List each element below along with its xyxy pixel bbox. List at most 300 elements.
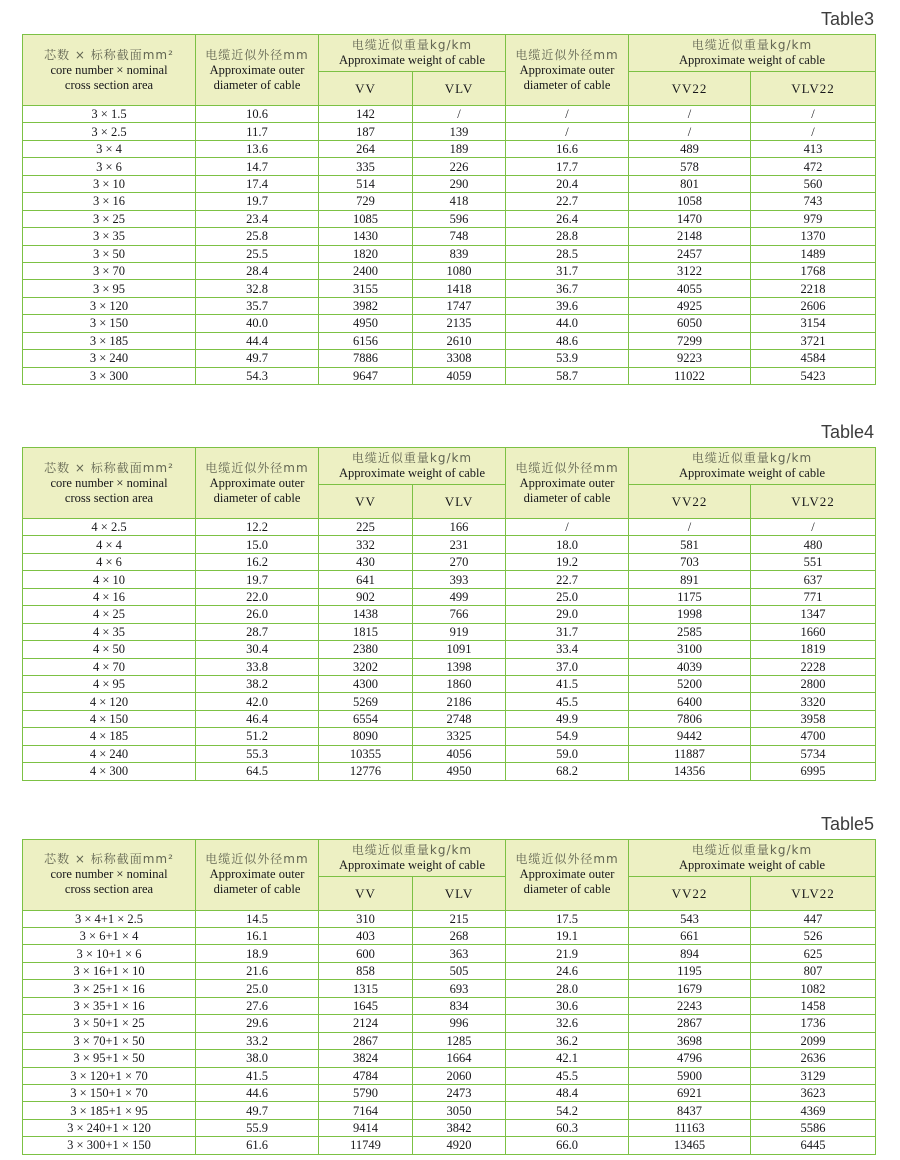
spec-cell: 4 × 10 xyxy=(23,571,196,588)
vv22-weight-cell: 894 xyxy=(629,945,751,962)
vlv22-weight-cell: 560 xyxy=(751,175,876,192)
vv22-weight-cell: 1470 xyxy=(629,210,751,227)
weight22-group-header xyxy=(629,839,876,876)
vv-column-header: VV xyxy=(319,485,413,519)
vlv-weight-cell: 4920 xyxy=(413,1137,506,1154)
vlv-weight-cell: 2135 xyxy=(413,315,506,332)
vv-weight-cell: 1820 xyxy=(319,245,413,262)
diameter22-cell: 66.0 xyxy=(506,1137,629,1154)
diameter22-cell: 68.2 xyxy=(506,763,629,780)
vlv22-weight-cell: 1458 xyxy=(751,997,876,1014)
vv22-weight-cell: 543 xyxy=(629,910,751,927)
table-row xyxy=(23,553,876,570)
weight-header-zh: 电缆近似重量kg/km xyxy=(691,842,813,857)
vlv22-weight-cell: 1660 xyxy=(751,623,876,640)
diameter-cell: 55.9 xyxy=(196,1119,319,1136)
spec-cell: 4 × 300 xyxy=(23,763,196,780)
diameter-header-en: Approximate outer xyxy=(209,867,305,882)
diameter22-cell: 17.7 xyxy=(506,158,629,175)
table-label: Table3 xyxy=(820,9,874,29)
diameter22-cell: 48.6 xyxy=(506,332,629,349)
spec-cell: 3 × 240+1 × 120 xyxy=(23,1119,196,1136)
diameter-cell: 25.0 xyxy=(196,980,319,997)
spec-cell: 4 × 16 xyxy=(23,588,196,605)
diameter-cell: 28.7 xyxy=(196,623,319,640)
spec-cell: 3 × 150 xyxy=(23,315,196,332)
spec-cell: 4 × 6 xyxy=(23,553,196,570)
vlv22-weight-cell: 1768 xyxy=(751,262,876,279)
spec-cell: 4 × 95 xyxy=(23,675,196,692)
table-row xyxy=(23,571,876,588)
vlv-weight-cell: 4950 xyxy=(413,763,506,780)
vv22-weight-cell: 11022 xyxy=(629,367,751,384)
table-row xyxy=(23,1050,876,1067)
vv22-weight-cell: 661 xyxy=(629,928,751,945)
table-row xyxy=(23,245,876,262)
table-row xyxy=(23,658,876,675)
diameter-header-en: diameter of cable xyxy=(213,490,301,505)
spec-cell: 3 × 185+1 × 95 xyxy=(23,1102,196,1119)
vv22-weight-cell: 801 xyxy=(629,175,751,192)
diameter-cell: 22.0 xyxy=(196,588,319,605)
diameter22-cell: 17.5 xyxy=(506,910,629,927)
vlv22-weight-cell: 3721 xyxy=(751,332,876,349)
table-label: Table4 xyxy=(820,422,874,442)
diameter22-cell: / xyxy=(506,106,629,123)
diameter-cell: 54.3 xyxy=(196,367,319,384)
vv-weight-cell: 1315 xyxy=(319,980,413,997)
weight-header-en: Approximate weight of cable xyxy=(338,466,486,480)
vlv22-weight-cell: 625 xyxy=(751,945,876,962)
vlv22-weight-cell: 3154 xyxy=(751,315,876,332)
table-row xyxy=(23,1137,876,1154)
diameter-header-zh: 电缆近似外径mm xyxy=(515,852,619,867)
vlv22-weight-cell: 1736 xyxy=(751,1015,876,1032)
diameter-header-en: Approximate outer xyxy=(519,475,615,490)
diameter22-cell: 25.0 xyxy=(506,588,629,605)
vv-weight-cell: 1085 xyxy=(319,210,413,227)
weight-header-en: Approximate weight of cable xyxy=(678,53,826,67)
diameter-cell: 64.5 xyxy=(196,763,319,780)
table-row xyxy=(23,210,876,227)
diameter-cell: 14.5 xyxy=(196,910,319,927)
vlv-weight-cell: 2060 xyxy=(413,1067,506,1084)
vv-column-header: VV xyxy=(319,72,413,106)
vv-weight-cell: 7164 xyxy=(319,1102,413,1119)
diameter22-cell: / xyxy=(506,519,629,536)
diameter-cell: 16.2 xyxy=(196,553,319,570)
vlv-weight-cell: 363 xyxy=(413,945,506,962)
vv-weight-cell: 264 xyxy=(319,140,413,157)
vv22-weight-cell: 2457 xyxy=(629,245,751,262)
vv22-weight-cell: / xyxy=(629,519,751,536)
diameter22-cell: 36.7 xyxy=(506,280,629,297)
spec-cell: 3 × 16 xyxy=(23,193,196,210)
vv-weight-cell: 3155 xyxy=(319,280,413,297)
weight-header-en: Approximate weight of cable xyxy=(338,53,486,67)
spec-cell: 3 × 4+1 × 2.5 xyxy=(23,910,196,927)
diameter-column-header xyxy=(196,839,319,910)
vv-weight-cell: 2124 xyxy=(319,1015,413,1032)
table-row xyxy=(23,123,876,140)
diameter-cell: 12.2 xyxy=(196,519,319,536)
vv-weight-cell: 310 xyxy=(319,910,413,927)
vlv22-weight-cell: 5734 xyxy=(751,745,876,762)
vv22-weight-cell: 11163 xyxy=(629,1119,751,1136)
spec-cell: 4 × 2.5 xyxy=(23,519,196,536)
diameter22-cell: 44.0 xyxy=(506,315,629,332)
table-row xyxy=(23,106,876,123)
vlv22-weight-cell: 2606 xyxy=(751,297,876,314)
vlv22-weight-cell: 472 xyxy=(751,158,876,175)
vv22-weight-cell: 5200 xyxy=(629,675,751,692)
diameter22-cell: 21.9 xyxy=(506,945,629,962)
spec-cell: 3 × 150+1 × 70 xyxy=(23,1084,196,1101)
vv22-weight-cell: 3100 xyxy=(629,641,751,658)
vlv22-weight-cell: 5586 xyxy=(751,1119,876,1136)
diameter-cell: 44.6 xyxy=(196,1084,319,1101)
table-row xyxy=(23,641,876,658)
vv22-column-header: VV22 xyxy=(629,876,751,910)
table-row xyxy=(23,175,876,192)
diameter-cell: 28.4 xyxy=(196,262,319,279)
diameter-cell: 19.7 xyxy=(196,571,319,588)
vv-weight-cell: 4950 xyxy=(319,315,413,332)
weight-header-en: Approximate weight of cable xyxy=(678,466,826,480)
table-row xyxy=(23,945,876,962)
table-row xyxy=(23,980,876,997)
vv22-weight-cell: 891 xyxy=(629,571,751,588)
vv-weight-cell: 142 xyxy=(319,106,413,123)
vlv22-weight-cell: 4700 xyxy=(751,728,876,745)
table-row xyxy=(23,158,876,175)
spec-cell: 3 × 6 xyxy=(23,158,196,175)
table-row xyxy=(23,745,876,762)
table-row xyxy=(23,910,876,927)
diameter-cell: 25.8 xyxy=(196,228,319,245)
vlv22-weight-cell: 1370 xyxy=(751,228,876,245)
spec-cell: 4 × 50 xyxy=(23,641,196,658)
vlv22-weight-cell: 6445 xyxy=(751,1137,876,1154)
vv22-weight-cell: 1195 xyxy=(629,962,751,979)
vlv-weight-cell: 2748 xyxy=(413,710,506,727)
table-row xyxy=(23,962,876,979)
table-row xyxy=(23,728,876,745)
table-row xyxy=(23,315,876,332)
vlv-weight-cell: 1860 xyxy=(413,675,506,692)
vv-weight-cell: 187 xyxy=(319,123,413,140)
spec-cell: 3 × 10+1 × 6 xyxy=(23,945,196,962)
vlv22-weight-cell: 1082 xyxy=(751,980,876,997)
vlv22-weight-cell: 2228 xyxy=(751,658,876,675)
diameter-cell: 46.4 xyxy=(196,710,319,727)
spec-cell: 3 × 240 xyxy=(23,350,196,367)
diameter22-cell: 31.7 xyxy=(506,262,629,279)
table-row xyxy=(23,1015,876,1032)
vv-weight-cell: 3824 xyxy=(319,1050,413,1067)
diameter22-cell: 49.9 xyxy=(506,710,629,727)
table-row xyxy=(23,280,876,297)
spec-cell: 3 × 1.5 xyxy=(23,106,196,123)
vv22-weight-cell: 2243 xyxy=(629,997,751,1014)
table-label: Table5 xyxy=(820,813,874,834)
spec-cell: 3 × 95 xyxy=(23,280,196,297)
table-row xyxy=(23,262,876,279)
diameter22-cell: 41.5 xyxy=(506,675,629,692)
vv22-weight-cell: 1058 xyxy=(629,193,751,210)
vv-weight-cell: 12776 xyxy=(319,763,413,780)
vlv-weight-cell: 4059 xyxy=(413,367,506,384)
spec-cell: 3 × 16+1 × 10 xyxy=(23,962,196,979)
spec-cell: 3 × 185 xyxy=(23,332,196,349)
diameter-header-en: diameter of cable xyxy=(523,77,611,92)
diameter22-column-header xyxy=(506,35,629,106)
diameter-header-en: Approximate outer xyxy=(209,62,305,77)
vv-weight-cell: 6554 xyxy=(319,710,413,727)
vlv22-weight-cell: 3129 xyxy=(751,1067,876,1084)
diameter-cell: 27.6 xyxy=(196,997,319,1014)
vlv-weight-cell: 1398 xyxy=(413,658,506,675)
vlv22-weight-cell: / xyxy=(751,519,876,536)
vlv22-weight-cell: 526 xyxy=(751,928,876,945)
spec-cell: 4 × 35 xyxy=(23,623,196,640)
spec-cell: 3 × 6+1 × 4 xyxy=(23,928,196,945)
diameter-header-zh: 电缆近似外径mm xyxy=(515,460,619,475)
diameter-cell: 51.2 xyxy=(196,728,319,745)
weight-header-zh: 电缆近似重量kg/km xyxy=(351,451,473,465)
vlv-weight-cell: 1091 xyxy=(413,641,506,658)
diameter22-cell: 30.6 xyxy=(506,997,629,1014)
spec-cell: 3 × 95+1 × 50 xyxy=(23,1050,196,1067)
vlv-weight-cell: 3325 xyxy=(413,728,506,745)
vlv-weight-cell: 139 xyxy=(413,123,506,140)
diameter22-cell: 60.3 xyxy=(506,1119,629,1136)
table4-section xyxy=(22,421,876,781)
vlv-weight-cell: 3050 xyxy=(413,1102,506,1119)
table-row xyxy=(23,519,876,536)
vv22-weight-cell: 703 xyxy=(629,553,751,570)
diameter-header-zh: 电缆近似外径mm xyxy=(205,47,309,62)
vlv-weight-cell: 4056 xyxy=(413,745,506,762)
table-row xyxy=(23,1067,876,1084)
vlv-weight-cell: 290 xyxy=(413,175,506,192)
table-row xyxy=(23,588,876,605)
spec-header-en: cross section area xyxy=(64,490,154,505)
spec-header-en: cross section area xyxy=(64,77,154,92)
diameter22-cell: 20.4 xyxy=(506,175,629,192)
spec-header-zh: 芯数 × 标称截面mm² xyxy=(44,852,174,867)
vlv22-weight-cell: 807 xyxy=(751,962,876,979)
cable-spec-table xyxy=(22,34,876,385)
vv-weight-cell: 1645 xyxy=(319,997,413,1014)
vv22-weight-cell: 578 xyxy=(629,158,751,175)
vlv-weight-cell: 1418 xyxy=(413,280,506,297)
diameter-column-header xyxy=(196,35,319,106)
spec-cell: 3 × 25+1 × 16 xyxy=(23,980,196,997)
spec-cell: 3 × 120+1 × 70 xyxy=(23,1067,196,1084)
vlv-weight-cell: 1080 xyxy=(413,262,506,279)
vlv-weight-cell: 499 xyxy=(413,588,506,605)
vv-weight-cell: 902 xyxy=(319,588,413,605)
vlv22-weight-cell: 480 xyxy=(751,536,876,553)
vlv-weight-cell: 270 xyxy=(413,553,506,570)
diameter22-cell: 31.7 xyxy=(506,623,629,640)
vv-weight-cell: 9414 xyxy=(319,1119,413,1136)
table-row xyxy=(23,1032,876,1049)
diameter-cell: 15.0 xyxy=(196,536,319,553)
vv22-weight-cell: 6050 xyxy=(629,315,751,332)
diameter-cell: 16.1 xyxy=(196,928,319,945)
vlv22-column-header: VLV22 xyxy=(751,485,876,519)
vlv22-weight-cell: 551 xyxy=(751,553,876,570)
vv-weight-cell: 2400 xyxy=(319,262,413,279)
vv22-column-header: VV22 xyxy=(629,485,751,519)
weight-header-en: Approximate weight of cable xyxy=(678,857,826,872)
spec-header-en: core number × nominal xyxy=(50,62,168,77)
diameter22-cell: 24.6 xyxy=(506,962,629,979)
vv22-weight-cell: 4055 xyxy=(629,280,751,297)
vv22-weight-cell: 4039 xyxy=(629,658,751,675)
vlv-weight-cell: 919 xyxy=(413,623,506,640)
vv-weight-cell: 4300 xyxy=(319,675,413,692)
table-row xyxy=(23,763,876,780)
spec-cell: 4 × 150 xyxy=(23,710,196,727)
vlv22-weight-cell: / xyxy=(751,106,876,123)
table-row xyxy=(23,536,876,553)
vv-weight-cell: 5790 xyxy=(319,1084,413,1101)
vlv-weight-cell: 189 xyxy=(413,140,506,157)
vlv22-column-header: VLV22 xyxy=(751,72,876,106)
table-row xyxy=(23,710,876,727)
vv22-weight-cell: 4925 xyxy=(629,297,751,314)
vlv22-weight-cell: 637 xyxy=(751,571,876,588)
diameter22-cell: 22.7 xyxy=(506,193,629,210)
table-row xyxy=(23,623,876,640)
spec-cell: 4 × 240 xyxy=(23,745,196,762)
diameter22-cell: 22.7 xyxy=(506,571,629,588)
vlv22-weight-cell: 2800 xyxy=(751,675,876,692)
table-row xyxy=(23,1102,876,1119)
vv22-weight-cell: 581 xyxy=(629,536,751,553)
diameter22-cell: 45.5 xyxy=(506,1067,629,1084)
diameter-header-en: diameter of cable xyxy=(523,882,611,897)
diameter-header-en: diameter of cable xyxy=(523,490,611,505)
vv-weight-cell: 4784 xyxy=(319,1067,413,1084)
diameter22-cell: 33.4 xyxy=(506,641,629,658)
diameter-cell: 55.3 xyxy=(196,745,319,762)
vlv-weight-cell: 2186 xyxy=(413,693,506,710)
vv-weight-cell: 641 xyxy=(319,571,413,588)
diameter-cell: 49.7 xyxy=(196,1102,319,1119)
diameter-header-en: Approximate outer xyxy=(209,475,305,490)
vv22-weight-cell: / xyxy=(629,123,751,140)
diameter-cell: 11.7 xyxy=(196,123,319,140)
weight-group-header xyxy=(319,448,506,485)
weight22-group-header xyxy=(629,448,876,485)
vv-weight-cell: 514 xyxy=(319,175,413,192)
table-row xyxy=(23,1084,876,1101)
table-row xyxy=(23,140,876,157)
diameter-cell: 26.0 xyxy=(196,606,319,623)
spec-cell: 4 × 120 xyxy=(23,693,196,710)
diameter-header-en: Approximate outer xyxy=(519,867,615,882)
vlv-weight-cell: 226 xyxy=(413,158,506,175)
vv-weight-cell: 2380 xyxy=(319,641,413,658)
vv22-weight-cell: 3698 xyxy=(629,1032,751,1049)
vlv-weight-cell: 1664 xyxy=(413,1050,506,1067)
vv22-weight-cell: 1175 xyxy=(629,588,751,605)
vv-weight-cell: 600 xyxy=(319,945,413,962)
spec-cell: 4 × 4 xyxy=(23,536,196,553)
vv22-weight-cell: 1679 xyxy=(629,980,751,997)
vv22-weight-cell: 6400 xyxy=(629,693,751,710)
vv22-weight-cell: 7299 xyxy=(629,332,751,349)
vv22-weight-cell: 2585 xyxy=(629,623,751,640)
diameter-cell: 49.7 xyxy=(196,350,319,367)
vlv22-weight-cell: 771 xyxy=(751,588,876,605)
vlv22-weight-cell: 3623 xyxy=(751,1084,876,1101)
table-row xyxy=(23,297,876,314)
vv-weight-cell: 1430 xyxy=(319,228,413,245)
vlv22-weight-cell: 1347 xyxy=(751,606,876,623)
vlv-weight-cell: / xyxy=(413,106,506,123)
diameter-cell: 38.0 xyxy=(196,1050,319,1067)
vlv-weight-cell: 2610 xyxy=(413,332,506,349)
diameter22-cell: 48.4 xyxy=(506,1084,629,1101)
vlv22-weight-cell: 4584 xyxy=(751,350,876,367)
weight-group-header xyxy=(319,839,506,876)
vv-weight-cell: 430 xyxy=(319,553,413,570)
vlv22-weight-cell: 6995 xyxy=(751,763,876,780)
diameter22-cell: 42.1 xyxy=(506,1050,629,1067)
diameter-cell: 23.4 xyxy=(196,210,319,227)
vlv-weight-cell: 231 xyxy=(413,536,506,553)
spec-cell: 3 × 50+1 × 25 xyxy=(23,1015,196,1032)
weight-header-en: Approximate weight of cable xyxy=(338,857,486,872)
spec-cell: 4 × 25 xyxy=(23,606,196,623)
spec-cell: 3 × 2.5 xyxy=(23,123,196,140)
diameter22-cell: 59.0 xyxy=(506,745,629,762)
vlv22-weight-cell: / xyxy=(751,123,876,140)
cable-spec-table xyxy=(22,839,876,1155)
spec-cell: 3 × 35 xyxy=(23,228,196,245)
vlv-weight-cell: 1285 xyxy=(413,1032,506,1049)
spec-cell: 3 × 70+1 × 50 xyxy=(23,1032,196,1049)
vlv22-weight-cell: 743 xyxy=(751,193,876,210)
vlv-weight-cell: 996 xyxy=(413,1015,506,1032)
table-row xyxy=(23,332,876,349)
vlv-weight-cell: 1747 xyxy=(413,297,506,314)
vv-weight-cell: 7886 xyxy=(319,350,413,367)
table-row xyxy=(23,228,876,245)
diameter-cell: 41.5 xyxy=(196,1067,319,1084)
table-row xyxy=(23,606,876,623)
vv-weight-cell: 225 xyxy=(319,519,413,536)
spec-header-zh: 芯数 × 标称截面mm² xyxy=(44,47,174,62)
diameter-cell: 13.6 xyxy=(196,140,319,157)
vlv22-weight-cell: 2636 xyxy=(751,1050,876,1067)
weight22-group-header xyxy=(629,35,876,72)
vv-weight-cell: 1815 xyxy=(319,623,413,640)
vv-weight-cell: 729 xyxy=(319,193,413,210)
vv-weight-cell: 403 xyxy=(319,928,413,945)
vv22-weight-cell: 14356 xyxy=(629,763,751,780)
diameter22-column-header xyxy=(506,448,629,519)
spec-header-en: cross section area xyxy=(64,882,154,897)
cable-spec-table xyxy=(22,447,876,781)
spec-cell: 3 × 50 xyxy=(23,245,196,262)
diameter22-cell: 54.2 xyxy=(506,1102,629,1119)
